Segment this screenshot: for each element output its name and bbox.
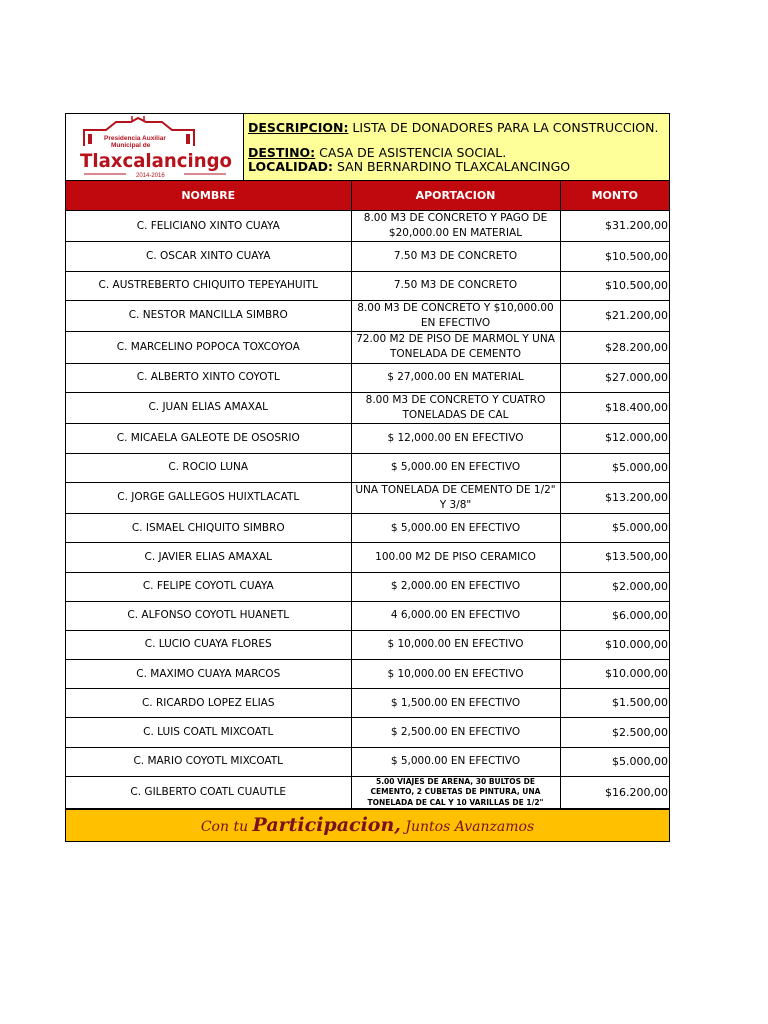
table-row [66, 453, 669, 482]
amount-cell: $5.000,00 [560, 747, 669, 776]
donor-name-cell: C. FELIPE COYOTL CUAYA [66, 572, 351, 601]
slogan-part1: Con tu [200, 819, 253, 836]
localidad-label: LOCALIDAD: [248, 159, 334, 174]
donor-name-cell: C. GILBERTO COATL CUAUTLE [66, 776, 351, 809]
donor-name-cell: C. ROCIO LUNA [66, 453, 351, 482]
contribution-cell: 5.00 VIAJES DE ARENA, 30 BULTOS DE CEMENTO, 2 CUBETAS DE PINTURA, UNA TONELADA DE CAL Y 10 VARILLAS DE 1/2" [351, 776, 560, 809]
amount-cell: $10.500,00 [560, 242, 669, 271]
donor-table [66, 181, 669, 809]
amount-cell: $10.500,00 [560, 271, 669, 300]
donor-name-cell: C. MICAELA GALEOTE DE OSOSRIO [66, 424, 351, 453]
contribution-cell: 7.50 M3 DE CONCRETO [351, 271, 560, 300]
contribution-cell: $ 10,000.00 EN EFECTIVO [351, 660, 560, 689]
contribution-cell: 4 6,000.00 EN EFECTIVO [351, 601, 560, 630]
table-row [66, 424, 669, 453]
amount-cell: $1.500,00 [560, 689, 669, 718]
donor-name-cell: C. JORGE GALLEGOS HUIXTLACATL [66, 482, 351, 513]
column-header-aportacion: APORTACION [351, 181, 560, 211]
donor-name-cell: C. AUSTREBERTO CHIQUITO TEPEYAHUITL [66, 271, 351, 300]
donor-name-cell: C. JAVIER ELIAS AMAXAL [66, 543, 351, 572]
table-row [66, 601, 669, 630]
donor-name-cell: C. LUIS COATL MIXCOATL [66, 718, 351, 747]
donor-name-cell: C. FELICIANO XINTO CUAYA [66, 211, 351, 242]
table-row [66, 630, 669, 659]
descripcion-value: LISTA DE DONADORES PARA LA CONSTRUCCION. [348, 120, 659, 135]
amount-cell: $16.200,00 [560, 776, 669, 809]
contribution-cell: $ 1,500.00 EN EFECTIVO [351, 689, 560, 718]
localidad-value: SAN BERNARDINO TLAXCALANCINGO [333, 159, 571, 174]
donor-name-cell: C. JUAN ELIAS AMAXAL [66, 392, 351, 423]
sheet-header [66, 114, 669, 181]
donor-name-cell: C. ISMAEL CHIQUITO SIMBRO [66, 514, 351, 543]
contribution-cell: 7.50 M3 DE CONCRETO [351, 242, 560, 271]
amount-cell: $5.000,00 [560, 453, 669, 482]
column-header-nombre: NOMBRE [66, 181, 351, 211]
donor-name-cell: C. MAXIMO CUAYA MARCOS [66, 660, 351, 689]
amount-cell: $31.200,00 [560, 211, 669, 242]
column-header-monto: MONTO [560, 181, 669, 211]
logo-years: 2014-2016 [136, 173, 165, 179]
slogan-part2: Participacion, [252, 814, 401, 837]
table-row [66, 543, 669, 572]
amount-cell: $18.400,00 [560, 392, 669, 423]
amount-cell: $6.000,00 [560, 601, 669, 630]
amount-cell: $5.000,00 [560, 514, 669, 543]
amount-cell: $10.000,00 [560, 630, 669, 659]
amount-cell: $12.000,00 [560, 424, 669, 453]
amount-cell: $13.200,00 [560, 482, 669, 513]
contribution-cell: 72.00 M2 DE PISO DE MARMOL Y UNA TONELADA DE CEMENTO [351, 332, 560, 363]
donor-name-cell: C. OSCAR XINTO CUAYA [66, 242, 351, 271]
descripcion-line [248, 122, 669, 135]
contribution-cell: 8.00 M3 DE CONCRETO Y $10,000.00 EN EFECTIVO [351, 300, 560, 331]
amount-cell: $28.200,00 [560, 332, 669, 363]
table-row [66, 271, 669, 300]
destino-value: CASA DE ASISTENCIA SOCIAL. [315, 144, 507, 160]
contribution-cell: $ 5,000.00 EN EFECTIVO [351, 514, 560, 543]
table-row [66, 572, 669, 601]
donor-name-cell: C. ALBERTO XINTO COYOTL [66, 363, 351, 392]
amount-cell: $10.000,00 [560, 660, 669, 689]
amount-cell: $13.500,00 [560, 543, 669, 572]
contribution-cell: $ 27,000.00 EN MATERIAL [351, 363, 560, 392]
table-row [66, 211, 669, 242]
table-row [66, 514, 669, 543]
table-row [66, 363, 669, 392]
table-row [66, 300, 669, 331]
table-row [66, 392, 669, 423]
table-row [66, 660, 669, 689]
donor-name-cell: C. ALFONSO COYOTL HUANETL [66, 601, 351, 630]
donor-name-cell: C. NESTOR MANCILLA SIMBRO [66, 300, 351, 331]
contribution-cell: $ 2,500.00 EN EFECTIVO [351, 718, 560, 747]
table-row [66, 718, 669, 747]
table-header-row [66, 181, 669, 211]
amount-cell: $2.500,00 [560, 718, 669, 747]
destino-line [248, 144, 669, 160]
donor-name-cell: C. MARIO COYOTL MIXCOATL [66, 747, 351, 776]
table-row [66, 332, 669, 363]
donor-name-cell: C. LUCIO CUAYA FLORES [66, 630, 351, 659]
logo-line2: Municipal de [111, 142, 151, 149]
descripcion-label: DESCRIPCION: [248, 120, 349, 135]
amount-cell: $2.000,00 [560, 572, 669, 601]
contribution-cell: 100.00 M2 DE PISO CERAMICO [351, 543, 560, 572]
contribution-cell: 8.00 M3 DE CONCRETO Y PAGO DE $20,000.00 EN MATERIAL [351, 211, 560, 242]
description-block [244, 114, 669, 180]
table-row [66, 242, 669, 271]
table-row [66, 747, 669, 776]
municipal-logo-image [76, 116, 236, 180]
logo-name: Tlaxcalancingo [80, 150, 232, 172]
amount-cell: $21.200,00 [560, 300, 669, 331]
table-row [66, 482, 669, 513]
contribution-cell: $ 2,000.00 EN EFECTIVO [351, 572, 560, 601]
amount-cell: $27.000,00 [560, 363, 669, 392]
municipal-logo [66, 114, 244, 180]
logo-line1: Presidencia Auxiliar [104, 135, 166, 142]
contribution-cell: $ 12,000.00 EN EFECTIVO [351, 424, 560, 453]
donor-name-cell: C. MARCELINO POPOCA TOXCOYOA [66, 332, 351, 363]
slogan-part3: Juntos Avanzamos [400, 819, 535, 836]
contribution-cell: $ 5,000.00 EN EFECTIVO [351, 453, 560, 482]
donor-sheet [65, 113, 670, 842]
table-row [66, 776, 669, 809]
contribution-cell: 8.00 M3 DE CONCRETO Y CUATRO TONELADAS DE CAL [351, 392, 560, 423]
contribution-cell: UNA TONELADA DE CEMENTO DE 1/2" Y 3/8" [351, 482, 560, 513]
destino-label: DESTINO: [248, 144, 316, 160]
slogan-footer [66, 809, 669, 841]
donor-name-cell: C. RICARDO LOPEZ ELIAS [66, 689, 351, 718]
table-row [66, 689, 669, 718]
table-body [66, 211, 669, 809]
localidad-line [248, 161, 669, 174]
contribution-cell: $ 5,000.00 EN EFECTIVO [351, 747, 560, 776]
contribution-cell: $ 10,000.00 EN EFECTIVO [351, 630, 560, 659]
